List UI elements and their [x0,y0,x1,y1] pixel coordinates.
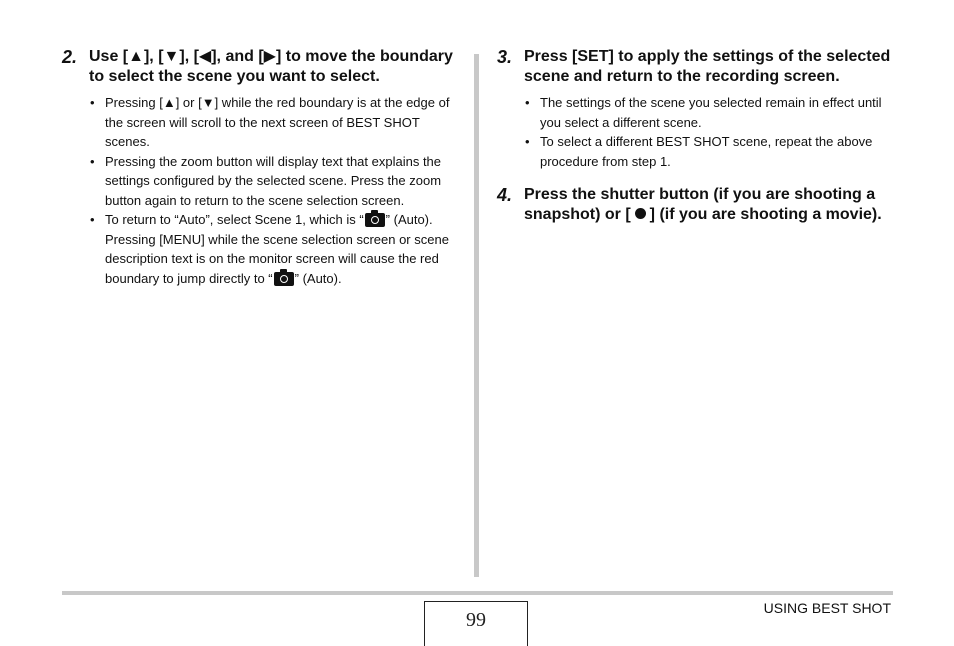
bullet-list [89,93,458,288]
heading-text: ], [ [143,48,164,65]
down-arrow-icon: ▼ [163,48,180,65]
left-arrow-icon: ◀ [198,48,212,65]
bullet-text: ] or [ [175,95,202,110]
step-3 [497,47,893,171]
step-heading [89,47,458,87]
right-arrow-icon: ▶ [263,48,276,65]
up-arrow-icon: ▲ [162,95,176,110]
step-body [524,185,893,225]
footer-rule [62,591,893,595]
bullet-item: • Pressing the zoom button will display text that explains the settings configured by the selected scene. Press the zoom button again to return to the scene selection screen. [89,152,458,211]
step-2 [62,47,458,288]
heading-text: ] to move the boundary to select the scene you want to select. [89,48,453,85]
right-column [497,47,893,225]
bullet-item: • The settings of the scene you selected remain in effect until you select a different scene. [524,93,893,132]
step-body [89,47,458,288]
step-body [524,47,893,171]
up-arrow-icon: ▲ [128,48,144,65]
bullet-list [524,93,893,171]
left-column [62,47,458,288]
bullet-text: ] while the red boundary is at the edge of the screen will scroll to the next screen of BEST SHOT scenes. [105,95,450,149]
bullet-item [89,93,458,152]
page-number: 99 [424,601,528,646]
bullet-text: To return to “Auto”, select Scene 1, which is “ [105,212,364,227]
heading-text: Press the shutter button (if you are shooting a snapshot) or [ [524,186,876,223]
bullet-item: • To select a different BEST SHOT scene, repeat the above procedure from step 1. [524,132,893,171]
bullet-text: ” (Auto). [294,270,342,286]
step-heading [524,185,893,225]
down-arrow-icon: ▼ [201,95,215,110]
heading-text: Use [ [89,48,129,65]
camera-icon [274,272,294,286]
record-dot-icon [635,208,646,219]
heading-text: ], and [ [211,48,264,65]
step-number: 3. [497,47,513,67]
step-4 [497,185,893,225]
bullet-item [89,210,458,288]
step-number: 4. [497,185,513,205]
section-label: USING BEST SHOT [763,600,891,616]
column-divider [474,54,479,577]
heading-text: ] (if you are shooting a movie). [649,206,882,223]
step-heading: Press [SET] to apply the settings of the selected scene and return to the recording screen. [524,48,891,85]
bullet-text: Pressing [ [105,95,163,110]
bullet-text: ” (Auto). Pressing [MENU] while the scene selection screen or scene description text is on the monitor screen will cause the red boundary to jump directly to “ [105,212,449,286]
step-number: 2. [62,47,78,67]
camera-icon [365,213,385,227]
heading-text: ], [ [179,48,199,65]
